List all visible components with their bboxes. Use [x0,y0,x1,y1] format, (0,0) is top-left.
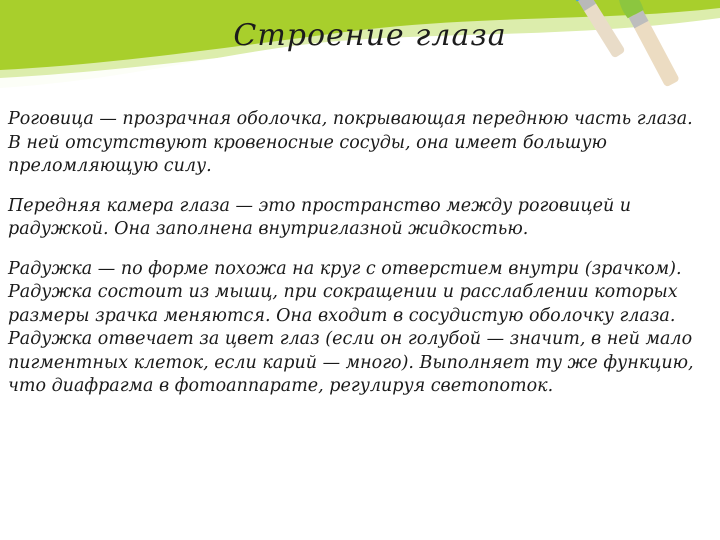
slide-title: Строение глаза [233,18,507,53]
paragraph-anterior-chamber: Передняя камера глаза — это пространство между роговицей и радужкой. Она заполнена внутриглазной жидкостью. [8,195,632,239]
slide-body [8,108,708,415]
header-decoration [0,0,720,110]
paragraph-cornea: Роговица — прозрачная оболочка, покрывающая переднюю часть глаза. В ней отсутствуют кровеносные сосуды, она имеет большую преломляющую силу. [8,109,693,176]
paragraph-iris: Радужка — по форме похожа на круг с отверстием внутри (зрачком). Радужка состоит из мышц, при сокращении и расслаблении которых размеры зрачка меняются. Она входит в сосудистую оболочку глаза. Радужка отвечает за цвет глаз (если он голубой — значит, в ней мало пигментных клеток, если карий — много). Выполняет ту же функцию, что диафрагма в фотоаппарате, регулируя светопоток. [8,258,694,396]
